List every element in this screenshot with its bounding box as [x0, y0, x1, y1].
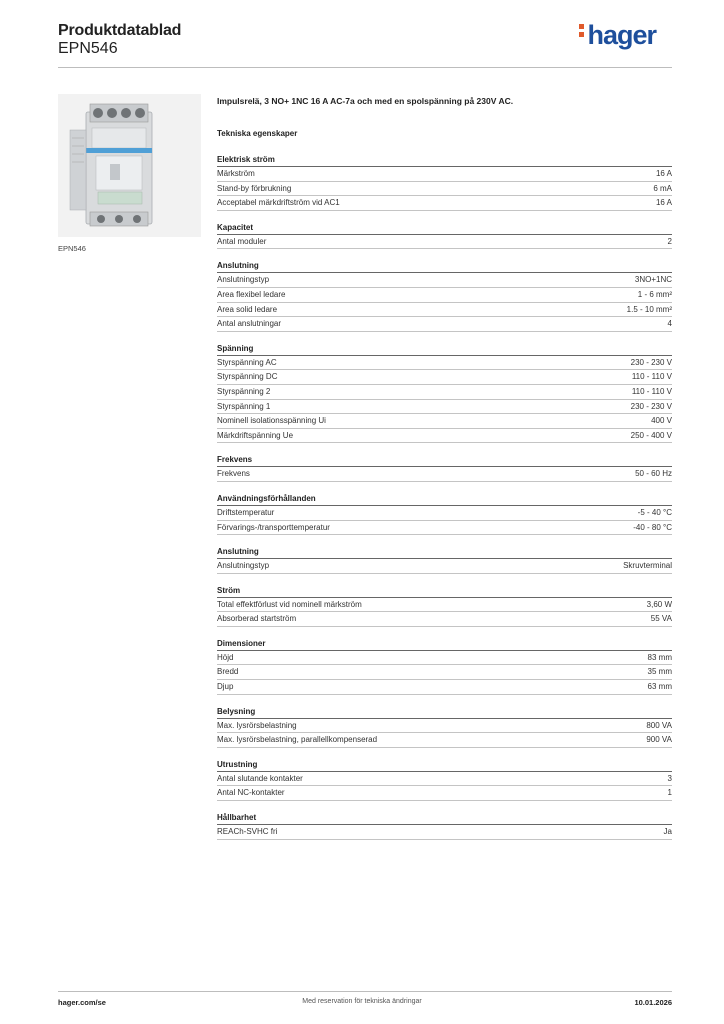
spec-label: Förvarings-/transporttemperatur — [217, 522, 330, 532]
spec-row — [217, 665, 672, 680]
product-content — [217, 96, 672, 851]
spec-label: Djup — [217, 682, 234, 692]
spec-value: 110 - 110 V — [631, 386, 672, 396]
spec-section — [217, 759, 672, 801]
spec-value: 400 V — [651, 416, 672, 426]
product-image — [58, 94, 201, 237]
spec-label: Anslutningstyp — [217, 561, 270, 571]
spec-value: 3 — [667, 773, 672, 783]
spec-value: 1 - 6 mm² — [637, 289, 672, 299]
spec-row — [217, 273, 672, 288]
product-description: Impulsrelä, 3 NO+ 1NC 16 A AC-7a och med en spolspänning på 230V AC. — [217, 96, 514, 106]
spec-label: Max. lysrörsbelastning — [217, 720, 297, 730]
spec-value: 2 — [667, 236, 672, 246]
spec-value: 800 VA — [646, 720, 672, 730]
page-header — [58, 20, 672, 68]
section-title: Anslutning — [217, 260, 672, 273]
spec-value: 1 — [667, 788, 672, 798]
spec-row — [217, 385, 672, 400]
spec-row — [217, 414, 672, 429]
hager-logo — [579, 20, 656, 51]
spec-value: 6 mA — [653, 183, 672, 193]
section-title: Spänning — [217, 343, 672, 356]
spec-section — [217, 706, 672, 748]
spec-value: 230 - 230 V — [630, 401, 672, 411]
section-title: Elektrisk ström — [217, 154, 672, 167]
spec-section — [217, 638, 672, 695]
spec-section — [217, 454, 672, 482]
spec-row — [217, 598, 672, 613]
spec-label: Styrspänning DC — [217, 372, 278, 382]
spec-label: Acceptabel märkdriftström vid AC1 — [217, 198, 340, 208]
section-title: Anslutning — [217, 546, 672, 559]
footer-website-link[interactable]: hager.com/se — [58, 998, 106, 1007]
spec-row — [217, 235, 672, 250]
spec-label: Anslutningstyp — [217, 275, 270, 285]
spec-label: Styrspänning 2 — [217, 386, 271, 396]
spec-row — [217, 772, 672, 787]
spec-row — [217, 288, 672, 303]
logo-text: hager — [587, 20, 656, 50]
spec-value: 3NO+1NC — [634, 275, 672, 285]
logo-dots-icon — [579, 21, 585, 40]
spec-row — [217, 506, 672, 521]
spec-value: 50 - 60 Hz — [635, 469, 672, 479]
spec-row — [217, 167, 672, 182]
spec-label: Area solid ledare — [217, 304, 278, 314]
section-title: Dimensioner — [217, 638, 672, 651]
spec-row — [217, 429, 672, 444]
spec-row — [217, 467, 672, 482]
spec-section — [217, 812, 672, 840]
spec-row — [217, 182, 672, 197]
spec-label: Antal NC-kontakter — [217, 788, 285, 798]
spec-section — [217, 343, 672, 444]
spec-value: 16 A — [655, 169, 672, 178]
spec-value: 3,60 W — [646, 599, 672, 609]
spec-sections — [217, 154, 672, 840]
spec-value: 230 - 230 V — [630, 357, 672, 367]
section-title: Användningsförhållanden — [217, 493, 672, 506]
spec-value: 900 VA — [646, 735, 672, 745]
spec-value: Ja — [663, 827, 672, 837]
spec-label: Märkström — [217, 169, 255, 178]
spec-value: -40 - 80 °C — [633, 522, 672, 532]
spec-label: Höjd — [217, 652, 234, 662]
spec-section — [217, 260, 672, 331]
spec-row — [217, 825, 672, 840]
section-title: Utrustning — [217, 759, 672, 772]
section-title: Belysning — [217, 706, 672, 719]
spec-label: Antal moduler — [217, 236, 267, 246]
spec-value: 250 - 400 V — [630, 430, 672, 440]
impulse-relay-illustration — [58, 94, 201, 237]
footer-date: 10.01.2026 — [634, 998, 672, 1007]
spec-row — [217, 719, 672, 734]
section-title: Hållbarhet — [217, 812, 672, 825]
spec-value: 16 A — [655, 198, 672, 208]
spec-value: 35 mm — [647, 667, 672, 677]
spec-row — [217, 303, 672, 318]
spec-label: Frekvens — [217, 469, 250, 479]
spec-row — [217, 400, 672, 415]
spec-value: 83 mm — [647, 652, 672, 662]
section-title: Kapacitet — [217, 222, 672, 235]
section-title: Frekvens — [217, 454, 672, 467]
image-caption: EPN546 — [58, 244, 86, 253]
spec-value: 4 — [667, 319, 672, 329]
spec-section — [217, 222, 672, 250]
spec-label: Stand-by förbrukning — [217, 183, 292, 193]
product-code: EPN546 — [58, 40, 118, 57]
spec-value: 55 VA — [650, 614, 672, 624]
spec-row — [217, 786, 672, 801]
spec-row — [217, 370, 672, 385]
spec-label: Styrspänning 1 — [217, 401, 271, 411]
spec-label: Area flexibel ledare — [217, 289, 286, 299]
spec-section — [217, 585, 672, 627]
spec-label: Absorberad startström — [217, 614, 297, 624]
technical-properties-heading: Tekniska egenskaper — [217, 129, 298, 138]
spec-section — [217, 493, 672, 535]
spec-label: Antal slutande kontakter — [217, 773, 303, 783]
spec-row — [217, 317, 672, 332]
spec-section — [217, 154, 672, 211]
spec-row — [217, 196, 672, 211]
spec-row — [217, 612, 672, 627]
footer-note: Med reservation för tekniska ändringar — [302, 998, 422, 1005]
spec-label: Driftstemperatur — [217, 507, 275, 517]
spec-row — [217, 356, 672, 371]
spec-row — [217, 651, 672, 666]
spec-value: 1.5 - 10 mm² — [626, 304, 672, 314]
spec-label: Märkdriftspänning Ue — [217, 430, 294, 440]
spec-value: 63 mm — [647, 682, 672, 692]
spec-label: Styrspänning AC — [217, 357, 277, 367]
spec-section — [217, 546, 672, 574]
spec-label: Bredd — [217, 667, 239, 677]
spec-row — [217, 733, 672, 748]
spec-label: Total effektförlust vid nominell märkström — [217, 599, 362, 609]
spec-value: 110 - 110 V — [631, 372, 672, 382]
spec-value: Skruvterminal — [623, 561, 672, 571]
spec-label: Antal anslutningar — [217, 319, 282, 329]
spec-label: REACh-SVHC fri — [217, 827, 278, 837]
header-divider — [58, 67, 672, 68]
spec-row — [217, 559, 672, 574]
spec-label: Max. lysrörsbelastning, parallellkompenserad — [217, 735, 378, 745]
footer-divider — [58, 991, 672, 992]
spec-label: Nominell isolationsspänning Ui — [217, 416, 326, 426]
document-title: Produktdatablad — [58, 22, 182, 39]
spec-row — [217, 521, 672, 536]
spec-value: -5 - 40 °C — [637, 507, 672, 517]
spec-row — [217, 680, 672, 695]
section-title: Ström — [217, 585, 672, 598]
